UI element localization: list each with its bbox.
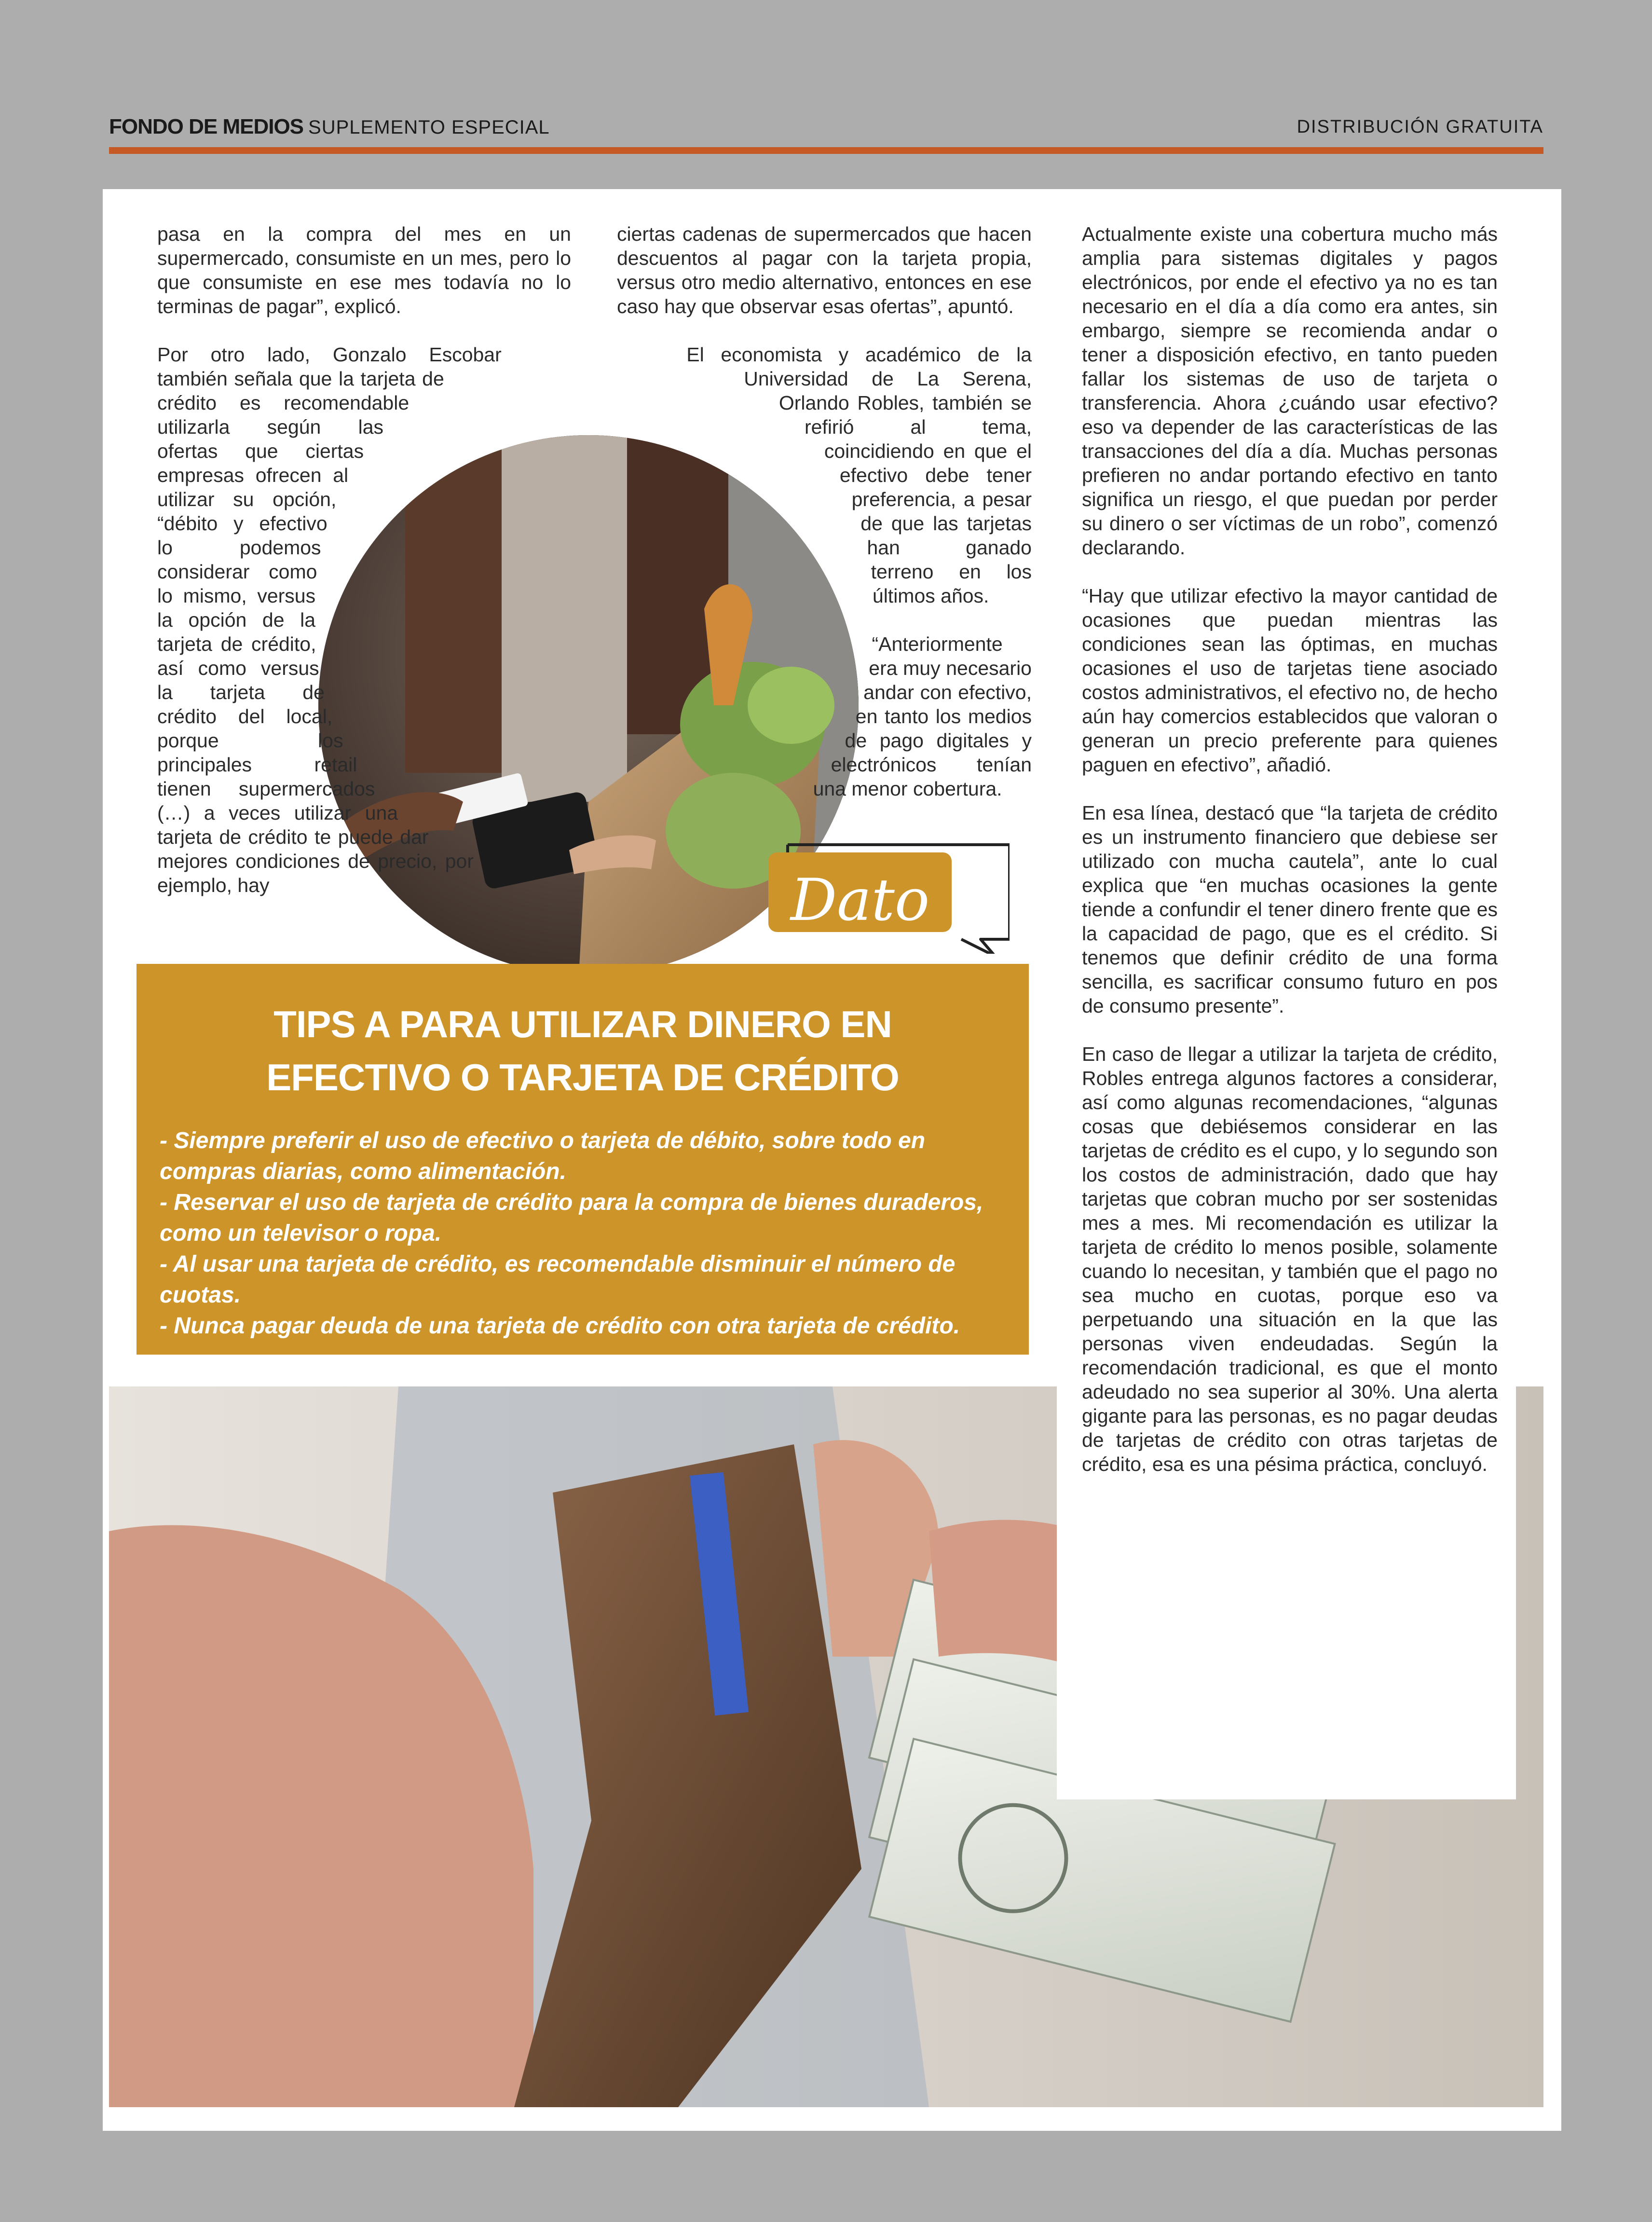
dato-label: Dato <box>790 867 930 934</box>
article-column-3 <box>1082 222 1498 1500</box>
article-paragraph: Actualmente existe una cobertura mucho más amplia para sistemas digitales y pagos electrónicos, por ende el efectivo ya no es tan necesario en el día a día como era antes, sin embargo, siempre se recomienda andar o tener a disposición efectivo, en tanto pueden fallar los sistemas de uso de tarjeta o transferencia. Ahora ¿cuándo usar efectivo? eso va depender de las características de las transacciones del día a día. Muchas personas prefieren no andar portando efectivo en tanto significa un riesgo, el que puedan por perder su dinero o ser víctimas de un robo”, comenzó declarando. <box>1082 223 1498 559</box>
article-paragraph: En esa línea, destacó que “la tarjeta de crédito es un instrumento financiero que debiese ser utilizado con mucha cautela”, ante lo cual explica que “en muchas ocasiones la gente tiende a confundir el tener dinero frente que es la capacidad de pago, que es el crédito. Si tenemos que definir crédito de una forma sencilla, es sacrificar consumo futuro en pos de consumo presente”. <box>1082 802 1498 1017</box>
tips-list <box>160 1125 1009 1342</box>
brand-name: FONDO DE MEDIOS <box>109 115 304 138</box>
header-rule <box>109 147 1543 154</box>
brand-subtitle: SUPLEMENTO ESPECIAL <box>308 117 550 138</box>
article-column-2 <box>617 222 1032 883</box>
tips-box <box>137 964 1029 1355</box>
masthead <box>109 112 1543 141</box>
article-paragraph: pasa en la compra del mes en un supermercado, consumiste en un mes, pero lo que consumiste en ese mes todavía no lo terminas de pagar”, explicó. <box>157 223 571 317</box>
tip-item: - Siempre preferir el uso de efectivo o tarjeta de débito, sobre todo en compras diarias, como alimentación. <box>160 1128 926 1184</box>
article-paragraph: “Hay que utilizar efectivo la mayor cantidad de ocasiones que puedan mientras las condiciones sean las óptimas, en muchas ocasiones el uso de tarjetas tiene asociado costos administrativos, el efectivo no, de hecho aún hay comercios establecidos que valoran o generan un precio preferente para quienes paguen en efectivo”, añadió. <box>1082 585 1498 776</box>
article-paragraph: Por otro lado, Gonzalo Escobar también señala que la tarjeta de crédito es recomendable utilizarla según las ofertas que ciertas empresas ofrecen al utilizar su opción, “débito y efectivo lo podemos considerar como lo mismo, versus la opción de la tarjeta de crédito, así como versus la tarjeta de crédito del local, porque los principales retail tienen supermercados (…) a veces utilizar una tarjeta de crédito te puede dar mejores condiciones de precio, por ejemplo, hay <box>157 343 502 896</box>
article-column-1 <box>157 222 571 921</box>
article-page <box>103 189 1561 2131</box>
article-paragraph: El economista y académico de la Universidad de La Serena, Orlando Robles, también se refirió al tema, coincidiendo en que el efectivo debe tener preferencia, a pesar de que las tarjetas han ganado terreno en los últimos años. <box>686 343 1032 607</box>
publication-brand <box>109 115 550 139</box>
dato-callout <box>768 838 1010 954</box>
tip-item: - Al usar una tarjeta de crédito, es recomendable disminuir el número de cuotas. <box>160 1251 956 1308</box>
article-paragraph: “Anteriormente era muy necesario andar con efectivo, en tanto los medios de pago digitales y electrónicos tenían una menor cobertura. <box>813 633 1032 800</box>
article-paragraph: ciertas cadenas de supermercados que hacen descuentos al pagar con la tarjeta propia, versus otro medio alternativo, entonces en ese caso hay que observar esas ofertas”, apuntó. <box>617 223 1032 317</box>
tips-title <box>137 998 1029 1104</box>
tips-title-line: EFECTIVO O TARJETA DE CRÉDITO <box>266 1056 899 1098</box>
tip-item: - Nunca pagar deuda de una tarjeta de crédito con otra tarjeta de crédito. <box>160 1313 960 1339</box>
tips-title-line: TIPS A PARA UTILIZAR DINERO EN <box>273 1003 892 1045</box>
article-paragraph: En caso de llegar a utilizar la tarjeta de crédito, Robles entrega algunos factores a considerar, así como algunas recomendaciones, “algunas cosas que debiésemos considerar en las tarjetas de crédito es el cupo, y lo segundo son los costos de administración, dado que hay tarjetas que cobran mucho por ser sostenidas mes a mes. Mi recomendación es utilizar la tarjeta de crédito lo menos posible, solamente cuando lo necesitan, y también que el pago no sea mucho en cuotas, porque eso va perpetuando una situación en la que las personas viven endeudadas. Según la recomendación tradicional, es que el monto adeudado no sea superior al 30%. Una alerta gigante para las personas, es no pagar deudas de tarjetas de crédito con otras tarjetas de crédito, esa es una pésima práctica, concluyó. <box>1082 1043 1498 1475</box>
tip-item: - Reservar el uso de tarjeta de crédito para la compra de bienes duraderos, como un televisor o ropa. <box>160 1190 983 1246</box>
distribution-label: DISTRIBUCIÓN GRATUITA <box>1297 117 1543 137</box>
